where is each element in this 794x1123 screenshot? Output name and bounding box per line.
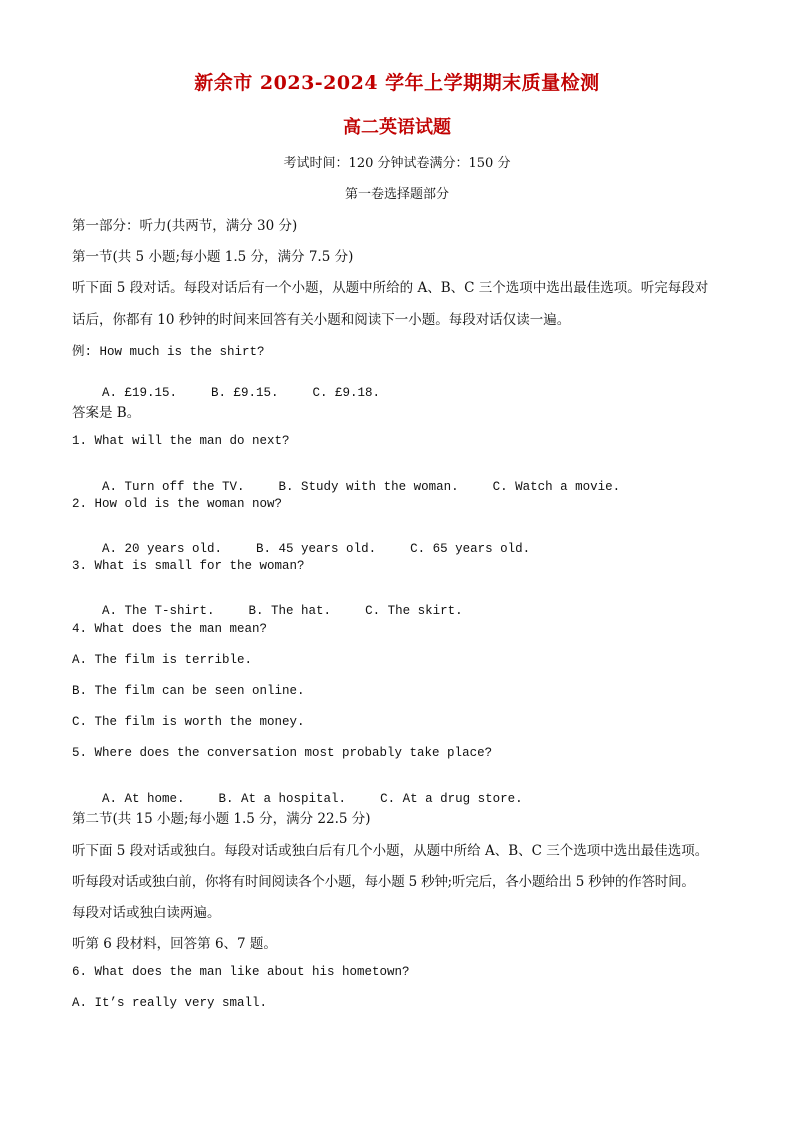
example-question: 例: How much is the shirt? xyxy=(72,345,265,359)
exam-info: 考试时间：120 分钟试卷满分：150 分 xyxy=(283,156,511,171)
question-6-option-a: A. It’s really very small. xyxy=(72,996,268,1010)
question-6: 6. What does the man like about his hometown? xyxy=(72,965,410,979)
exam-title: 新余市 2023-2024 学年上学期期末质量检测 xyxy=(194,72,600,94)
option-b: B. Study with the woman. xyxy=(278,480,459,494)
example-option-b: B. £9.15. xyxy=(211,386,279,400)
exam-subtitle: 高二英语试题 xyxy=(343,117,451,138)
question-4-option-a: A. The film is terrible. xyxy=(72,653,253,667)
question-4-option-c: C. The film is worth the money. xyxy=(72,715,305,729)
example-answer: 答案是 B。 xyxy=(72,405,141,421)
question-2: 2. How old is the woman now? xyxy=(72,497,283,511)
option-c: C. The skirt. xyxy=(365,604,463,618)
material-6-heading: 听第 6 段材料，回答第 6、7 题。 xyxy=(72,936,277,952)
section2-instructions-line3: 每段对话或独白读两遍。 xyxy=(72,905,221,921)
section2-heading: 第二节(共 15 小题;每小题 1.5 分，满分 22.5 分) xyxy=(72,811,371,827)
section2-instructions-line1: 听下面 5 段对话或独白。每段对话或独白后有几个小题，从题中所给 A、B、C 三个选项中选出最佳选项。 xyxy=(72,843,709,859)
option-c: C. Watch a movie. xyxy=(492,480,621,494)
question-3: 3. What is small for the woman? xyxy=(72,559,305,573)
option-c: C. At a drug store. xyxy=(380,792,523,806)
option-a: A. 20 years old. xyxy=(102,542,223,556)
option-a: A. At home. xyxy=(102,792,185,806)
volume-heading: 第一卷选择题部分 xyxy=(344,187,449,202)
example-option-c: C. £9.18. xyxy=(312,386,381,400)
section1-instructions-line1: 听下面 5 段对话。每段对话后有一个小题，从题中所给的 A、B、C 三个选项中选出最佳选项。听完每段对 xyxy=(72,280,709,296)
option-a: A. Turn off the TV. xyxy=(102,480,245,494)
section2-instructions-line2: 听每段对话或独白前，你将有时间阅读各个小题，每小题 5 秒钟;听完后，各小题给出 5 秒钟的作答时间。 xyxy=(72,874,695,890)
question-1: 1. What will the man do next? xyxy=(72,434,290,448)
part1-heading: 第一部分：听力(共两节，满分 30 分) xyxy=(72,218,298,234)
option-b: B. The hat. xyxy=(248,604,332,618)
option-b: B. At a hospital. xyxy=(218,792,347,806)
section1-instructions-line2: 话后，你都有 10 秒钟的时间来回答有关小题和阅读下一小题。每段对话仅读一遍。 xyxy=(72,312,571,328)
option-a: A. The T-shirt. xyxy=(102,604,215,618)
option-c: C. 65 years old. xyxy=(410,542,531,556)
question-4-option-b: B. The film can be seen online. xyxy=(72,684,305,698)
section1-heading: 第一节(共 5 小题;每小题 1.5 分，满分 7.5 分) xyxy=(72,249,354,265)
question-4: 4. What does the man mean? xyxy=(72,622,268,636)
option-b: B. 45 years old. xyxy=(256,542,377,556)
example-option-a: A. £19.15. xyxy=(102,386,178,400)
question-5: 5. Where does the conversation most probably take place? xyxy=(72,746,493,760)
